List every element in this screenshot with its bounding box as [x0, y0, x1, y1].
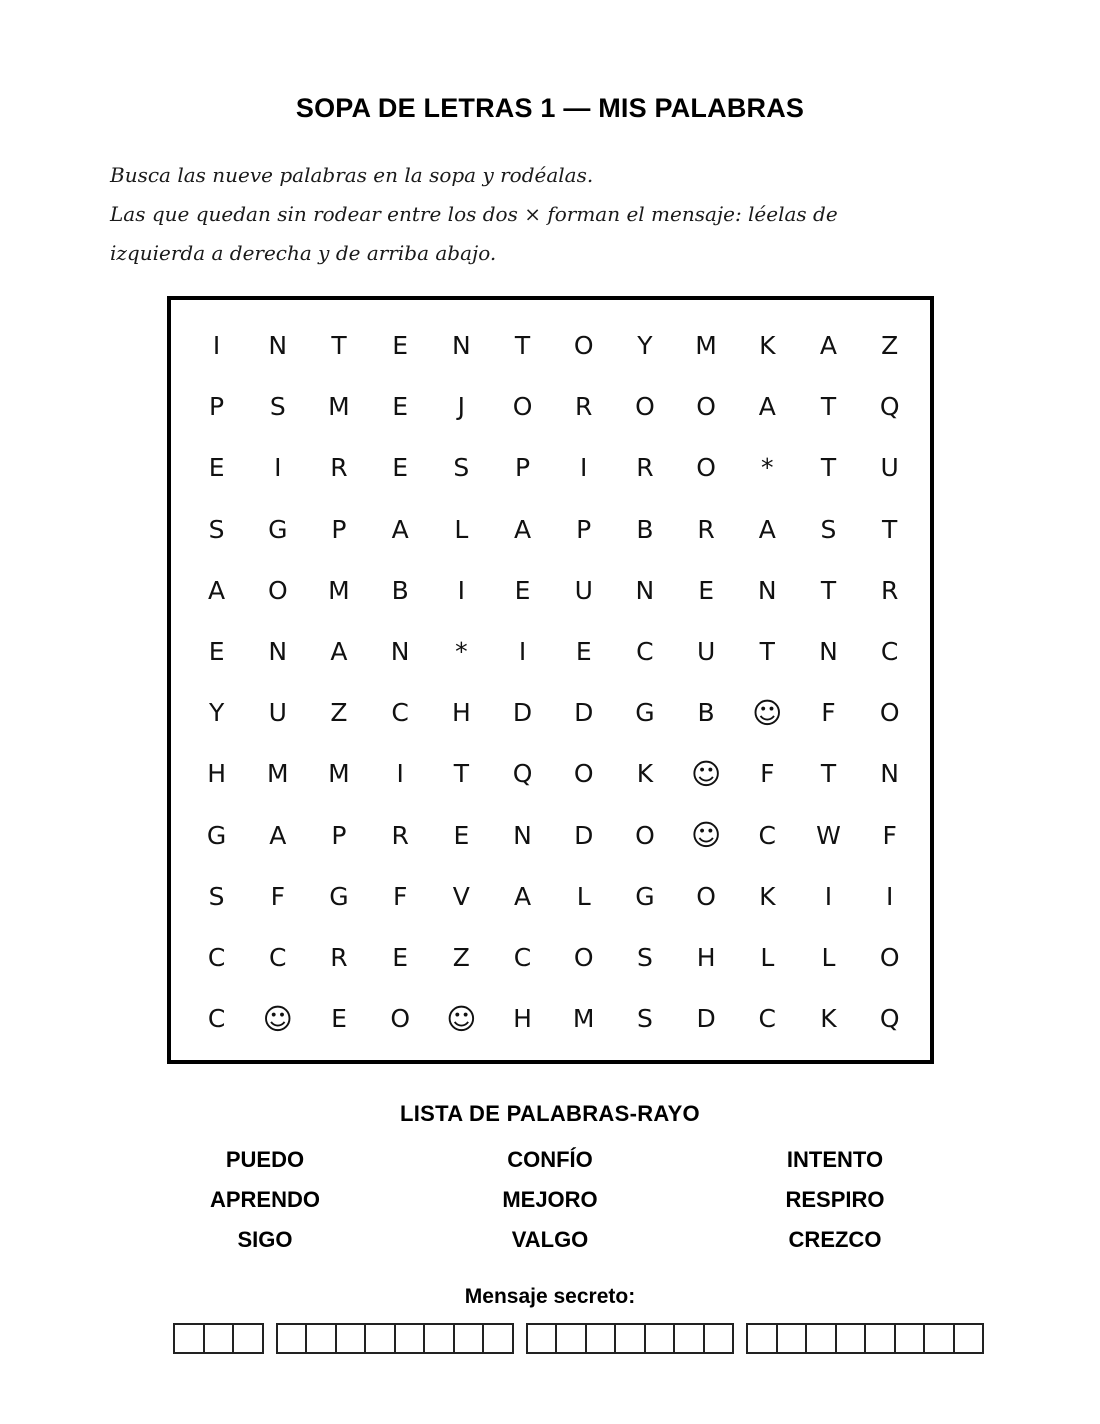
grid-letter[interactable]: Q — [512, 759, 533, 789]
grid-letter[interactable]: G — [635, 881, 655, 911]
grid-letter[interactable]: B — [391, 575, 409, 605]
smiley-icon[interactable]: ☺ — [690, 756, 722, 791]
grid-letter[interactable]: M — [695, 331, 717, 361]
answer-letter-box[interactable] — [776, 1323, 808, 1354]
grid-letter[interactable]: F — [270, 881, 285, 911]
answer-word-group — [746, 1323, 982, 1353]
grid-letter[interactable]: S — [269, 392, 286, 422]
grid-letter[interactable]: O — [267, 575, 288, 605]
grid-letter[interactable]: R — [330, 942, 348, 972]
grid-letter[interactable]: C — [207, 942, 226, 972]
grid-letter[interactable]: Z — [330, 698, 348, 728]
grid-letter[interactable]: H — [513, 1004, 532, 1034]
grid-letter[interactable]: I — [885, 881, 894, 911]
grid-letter[interactable]: A — [758, 392, 776, 422]
grid-letter[interactable]: D — [574, 820, 594, 850]
answer-letter-box[interactable] — [276, 1323, 308, 1354]
answer-word-group — [276, 1323, 512, 1353]
grid-letter[interactable]: E — [208, 453, 225, 483]
grid-letter[interactable]: P — [331, 820, 347, 850]
grid-letter[interactable]: O — [635, 392, 655, 422]
grid-letter[interactable]: Z — [881, 331, 899, 361]
instruction-line: Las que quedan sin rodear entre los dos × forman el mensaje: léelas de — [110, 202, 838, 226]
grid-letter[interactable]: R — [636, 453, 654, 483]
grid-letter[interactable]: S — [208, 881, 225, 911]
grid-letter[interactable]: C — [207, 1004, 226, 1034]
grid-letter[interactable]: E — [392, 453, 409, 483]
grid-letter[interactable]: R — [697, 514, 715, 544]
word-list-item: PUEDO — [225, 1147, 305, 1172]
grid-letter[interactable]: O — [390, 1004, 410, 1034]
grid-letter[interactable]: P — [514, 453, 531, 483]
grid-letter[interactable]: T — [820, 453, 837, 483]
grid-letter[interactable]: K — [759, 881, 776, 911]
answer-letter-box[interactable] — [805, 1323, 837, 1354]
grid-letter[interactable]: K — [759, 331, 776, 361]
answer-letter-box[interactable] — [835, 1323, 867, 1354]
answer-letter-box[interactable] — [644, 1323, 676, 1354]
grid-letter[interactable]: F — [821, 698, 836, 728]
grid-letter[interactable]: E — [331, 1004, 347, 1034]
grid-letter[interactable]: O — [573, 759, 594, 789]
grid-letter[interactable]: C — [391, 698, 409, 728]
word-list-item: INTENTO — [786, 1147, 884, 1172]
grid-letter[interactable]: S — [453, 453, 470, 483]
secret-message-label: Mensaje secreto: — [464, 1285, 636, 1308]
grid-letter[interactable]: O — [573, 942, 594, 972]
grid-letter[interactable]: G — [206, 820, 227, 850]
instruction-line: Busca las nueve palabras en la sopa y rodéalas. — [110, 163, 594, 187]
answer-letter-box[interactable] — [203, 1323, 235, 1354]
grid-letter[interactable]: H — [696, 942, 716, 972]
grid-letter[interactable]: N — [757, 575, 777, 605]
grid-letter[interactable]: L — [760, 942, 775, 972]
grid-letter[interactable]: S — [820, 514, 837, 544]
grid-letter[interactable]: D — [512, 698, 533, 728]
grid-letter[interactable]: V — [452, 881, 470, 911]
grid-letter[interactable]: C — [636, 637, 654, 667]
grid-letter[interactable]: I — [212, 331, 221, 361]
grid-letter[interactable]: T — [759, 637, 775, 667]
grid-letter[interactable]: C — [269, 942, 287, 972]
word-list-item: RESPIRO — [785, 1187, 885, 1212]
grid-letter[interactable]: K — [636, 759, 654, 789]
grid-letter[interactable]: A — [513, 514, 532, 544]
grid-letter[interactable]: N — [880, 759, 899, 789]
grid-letter[interactable]: E — [208, 637, 225, 667]
page-title: SOPA DE LETRAS 1 — MIS PALABRAS — [295, 93, 805, 123]
grid-letter[interactable]: T — [514, 331, 531, 361]
grid-letter[interactable]: U — [268, 698, 287, 728]
grid-letter[interactable]: A — [269, 820, 287, 850]
grid-letter[interactable]: N — [268, 637, 288, 667]
answer-letter-box[interactable] — [953, 1323, 985, 1354]
grid-letter[interactable]: J — [457, 392, 466, 422]
grid-letter[interactable]: R — [391, 820, 409, 850]
grid-letter[interactable]: C — [513, 942, 532, 972]
instruction-line: izquierda a derecha y de arriba abajo. — [110, 241, 497, 265]
grid-letter[interactable]: E — [453, 820, 470, 850]
grid-letter[interactable]: T — [820, 392, 837, 422]
grid-letter[interactable]: G — [329, 881, 349, 911]
grid-letter[interactable]: I — [518, 637, 527, 667]
grid-letter[interactable]: O — [696, 392, 716, 422]
grid-letter[interactable]: O — [512, 392, 533, 422]
grid-letter[interactable]: C — [758, 1004, 777, 1034]
grid-letter[interactable]: W — [816, 820, 841, 850]
grid-letter[interactable]: R — [880, 575, 899, 605]
answer-letter-box[interactable] — [746, 1323, 778, 1354]
grid-letter[interactable]: A — [513, 881, 532, 911]
answer-letter-box[interactable] — [335, 1323, 367, 1354]
grid-letter[interactable]: L — [454, 514, 469, 544]
grid-letter[interactable]: P — [576, 514, 592, 544]
grid-letter[interactable]: B — [697, 698, 715, 728]
answer-letter-box[interactable] — [394, 1323, 426, 1354]
word-list-item: CREZCO — [788, 1227, 882, 1252]
star-marker[interactable]: * — [761, 453, 774, 483]
grid-letter[interactable]: S — [636, 942, 653, 972]
answer-letter-box[interactable] — [894, 1323, 926, 1354]
smiley-icon[interactable]: ☺ — [446, 1001, 477, 1036]
grid-letter[interactable]: F — [392, 881, 408, 911]
answer-letter-box[interactable] — [173, 1323, 205, 1354]
word-list-item: CONFÍO — [507, 1147, 593, 1172]
grid-letter[interactable]: I — [457, 575, 466, 605]
grid-letter[interactable]: O — [879, 698, 900, 728]
grid-letter[interactable]: N — [390, 637, 410, 667]
grid-letter[interactable]: N — [268, 331, 288, 361]
grid-letter[interactable]: Q — [879, 1004, 900, 1034]
grid-letter[interactable]: E — [392, 942, 409, 972]
grid-letter[interactable]: I — [396, 759, 404, 789]
grid-letter[interactable]: O — [573, 331, 594, 361]
answer-letter-box[interactable] — [526, 1323, 558, 1354]
grid-letter[interactable]: M — [266, 759, 289, 789]
grid-letter[interactable]: O — [879, 942, 900, 972]
grid-letter[interactable]: M — [328, 759, 350, 789]
answer-letter-box[interactable] — [555, 1323, 587, 1354]
grid-letter[interactable]: N — [635, 575, 655, 605]
grid-letter[interactable]: A — [208, 575, 226, 605]
grid-letter[interactable]: U — [696, 637, 716, 667]
grid-letter[interactable]: D — [696, 1004, 716, 1034]
answer-letter-box[interactable] — [305, 1323, 337, 1354]
answer-letter-box[interactable] — [614, 1323, 646, 1354]
answer-letter-box[interactable] — [703, 1323, 735, 1354]
grid-letter[interactable]: P — [209, 392, 225, 422]
answer-letter-box[interactable] — [923, 1323, 955, 1354]
answer-letter-box[interactable] — [585, 1323, 617, 1354]
grid-letter[interactable]: G — [268, 514, 288, 544]
answer-letter-box[interactable] — [453, 1323, 485, 1354]
grid-letter[interactable]: T — [453, 759, 469, 789]
grid-letter[interactable]: T — [820, 759, 837, 789]
grid-letter[interactable]: H — [451, 698, 471, 728]
grid-letter[interactable]: P — [331, 514, 347, 544]
answer-letter-box[interactable] — [232, 1323, 264, 1354]
answer-letter-box[interactable] — [864, 1323, 896, 1354]
answer-letter-box[interactable] — [673, 1323, 705, 1354]
grid-letter[interactable]: Y — [637, 331, 653, 361]
grid-letter[interactable]: A — [391, 514, 409, 544]
smiley-icon[interactable]: ☺ — [752, 695, 783, 730]
grid-letter[interactable]: E — [392, 392, 409, 422]
grid-letter[interactable]: E — [698, 575, 714, 605]
grid-letter[interactable]: I — [580, 453, 588, 483]
answer-letter-box[interactable] — [364, 1323, 396, 1354]
grid-letter[interactable]: E — [575, 637, 592, 667]
word-list-item: SIGO — [237, 1227, 293, 1252]
grid-letter[interactable]: S — [636, 1004, 653, 1034]
grid-letter[interactable]: I — [824, 881, 833, 911]
secret-message-boxes — [173, 1323, 996, 1353]
answer-letter-box[interactable] — [423, 1323, 455, 1354]
smiley-icon[interactable]: ☺ — [690, 818, 722, 853]
grid-letter[interactable]: T — [882, 514, 898, 544]
grid-letter[interactable]: A — [819, 331, 838, 361]
grid-letter[interactable]: K — [820, 1004, 837, 1034]
grid-letter[interactable]: N — [513, 820, 532, 850]
grid-letter[interactable]: B — [636, 514, 654, 544]
grid-letter[interactable]: M — [572, 1004, 595, 1034]
grid-letter[interactable]: D — [574, 698, 594, 728]
star-marker[interactable]: * — [455, 637, 468, 667]
grid-letter[interactable]: E — [514, 575, 531, 605]
grid-letter[interactable]: O — [635, 820, 655, 850]
grid-letter[interactable]: Z — [452, 942, 470, 972]
smiley-icon[interactable]: ☺ — [262, 1001, 293, 1036]
grid-letter[interactable]: E — [392, 331, 409, 361]
grid-letter[interactable]: T — [331, 331, 347, 361]
grid-letter[interactable]: F — [882, 820, 897, 850]
word-list-title: LISTA DE PALABRAS-RAYO — [400, 1101, 700, 1126]
grid-letter[interactable]: L — [576, 881, 591, 911]
grid-letter[interactable]: R — [330, 453, 348, 483]
grid-letter[interactable]: O — [696, 881, 716, 911]
grid-letter[interactable]: U — [880, 453, 899, 483]
word-search-grid — [186, 315, 920, 1049]
grid-letter[interactable]: Y — [208, 698, 225, 728]
grid-letter[interactable]: R — [575, 392, 593, 422]
grid-letter[interactable]: Q — [879, 392, 900, 422]
grid-letter[interactable]: A — [330, 637, 348, 667]
grid-letter[interactable]: I — [274, 453, 282, 483]
grid-letter[interactable]: T — [820, 575, 837, 605]
grid-letter[interactable]: G — [635, 698, 655, 728]
word-search-frame — [167, 296, 934, 1064]
grid-letter[interactable]: L — [821, 942, 836, 972]
grid-letter[interactable]: N — [819, 637, 838, 667]
word-list-item: MEJORO — [502, 1187, 598, 1212]
grid-letter[interactable]: M — [328, 575, 350, 605]
grid-letter[interactable]: A — [758, 514, 776, 544]
answer-word-group — [173, 1323, 262, 1353]
grid-letter[interactable]: M — [328, 392, 350, 422]
grid-letter[interactable]: H — [207, 759, 226, 789]
answer-word-group — [526, 1323, 733, 1353]
word-list-item: APRENDO — [209, 1187, 320, 1212]
grid-letter[interactable]: U — [574, 575, 593, 605]
grid-letter[interactable]: C — [758, 820, 777, 850]
word-list — [150, 1146, 980, 1254]
grid-letter[interactable]: F — [760, 759, 775, 789]
grid-letter[interactable]: O — [696, 453, 716, 483]
grid-letter[interactable]: N — [451, 331, 471, 361]
instructions — [110, 156, 1010, 273]
word-list-item: VALGO — [511, 1227, 589, 1252]
answer-letter-box[interactable] — [482, 1323, 514, 1354]
grid-letter[interactable]: S — [208, 514, 225, 544]
grid-letter[interactable]: C — [880, 637, 899, 667]
